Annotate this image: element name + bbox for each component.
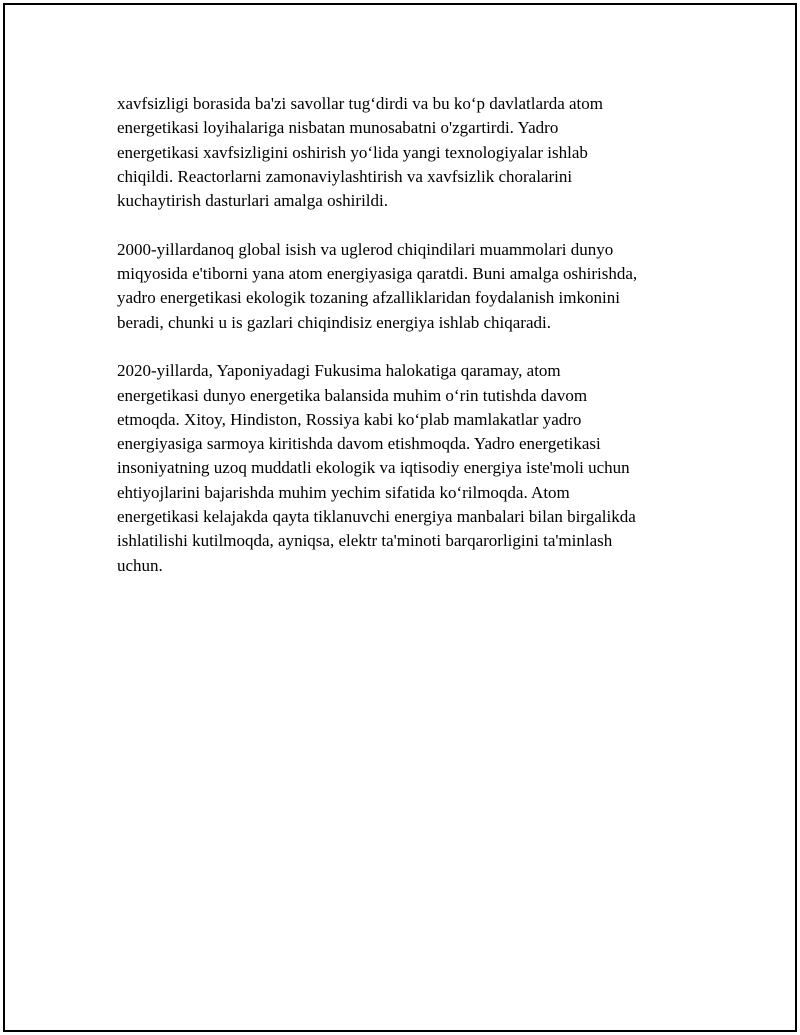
document-body bbox=[117, 92, 707, 602]
text-line: xavfsizligi borasida ba'zi savollar tug‘dirdi va bu ko‘p davlatlarda atom bbox=[117, 94, 603, 113]
text-line: yadro energetikasi ekologik tozaning afzalliklaridan foydalanish imkonini bbox=[117, 288, 620, 308]
text-line: 2020-yillarda, Yaponiyadagi Fukusima halokatiga qaramay, atom bbox=[117, 361, 561, 381]
text-line: energetikasi dunyo energetika balansida muhim o‘rin tutishda davom bbox=[117, 385, 588, 405]
text-line: chiqildi. Reactorlarni zamonaviylashtirish va xavfsizlik choralarini bbox=[117, 166, 573, 186]
text-line: ishlatilishi kutilmoqda, ayniqsa, elektr ta'minoti barqarorligini ta'minlash bbox=[117, 531, 613, 551]
text-line: beradi, chunki u is gazlari chiqindisiz energiya ishlab chiqaradi. bbox=[117, 312, 551, 332]
text-line: kuchaytirish dasturlari amalga oshirildi. bbox=[117, 191, 388, 211]
paragraph-2 bbox=[117, 238, 707, 335]
text-line: insoniyatning uzoq muddatli ekologik va iqtisodiy energiya iste'moli uchun bbox=[117, 458, 630, 478]
paragraph-1 bbox=[117, 92, 707, 213]
text-line: miqyosida e'tiborni yana atom energiyasiga qaratdi. Buni amalga oshirishda, bbox=[117, 264, 638, 284]
text-line: ehtiyojlarini bajarishda muhim yechim sifatida ko‘rilmoqda. Atom bbox=[117, 482, 570, 502]
text-line: energetikasi kelajakda qayta tiklanuvchi energiya manbalari bilan birgalikda bbox=[117, 507, 636, 527]
text-line: energetikasi loyihalariga nisbatan munosabatni o'zgartirdi. Yadro bbox=[117, 118, 559, 138]
text-line: uchun. bbox=[117, 555, 163, 575]
text-line: etmoqda. Xitoy, Hindiston, Rossiya kabi ko‘plab mamlakatlar yadro bbox=[117, 409, 582, 429]
paragraph-3 bbox=[117, 359, 707, 578]
text-line: energiyasiga sarmoya kiritishda davom etishmoqda. Yadro energetikasi bbox=[117, 434, 601, 454]
text-line: 2000-yillardanoq global isish va uglerod chiqindilari muammolari dunyo bbox=[117, 239, 614, 259]
text-line: energetikasi xavfsizligini oshirish yo‘lida yangi texnologiyalar ishlab bbox=[117, 142, 588, 162]
